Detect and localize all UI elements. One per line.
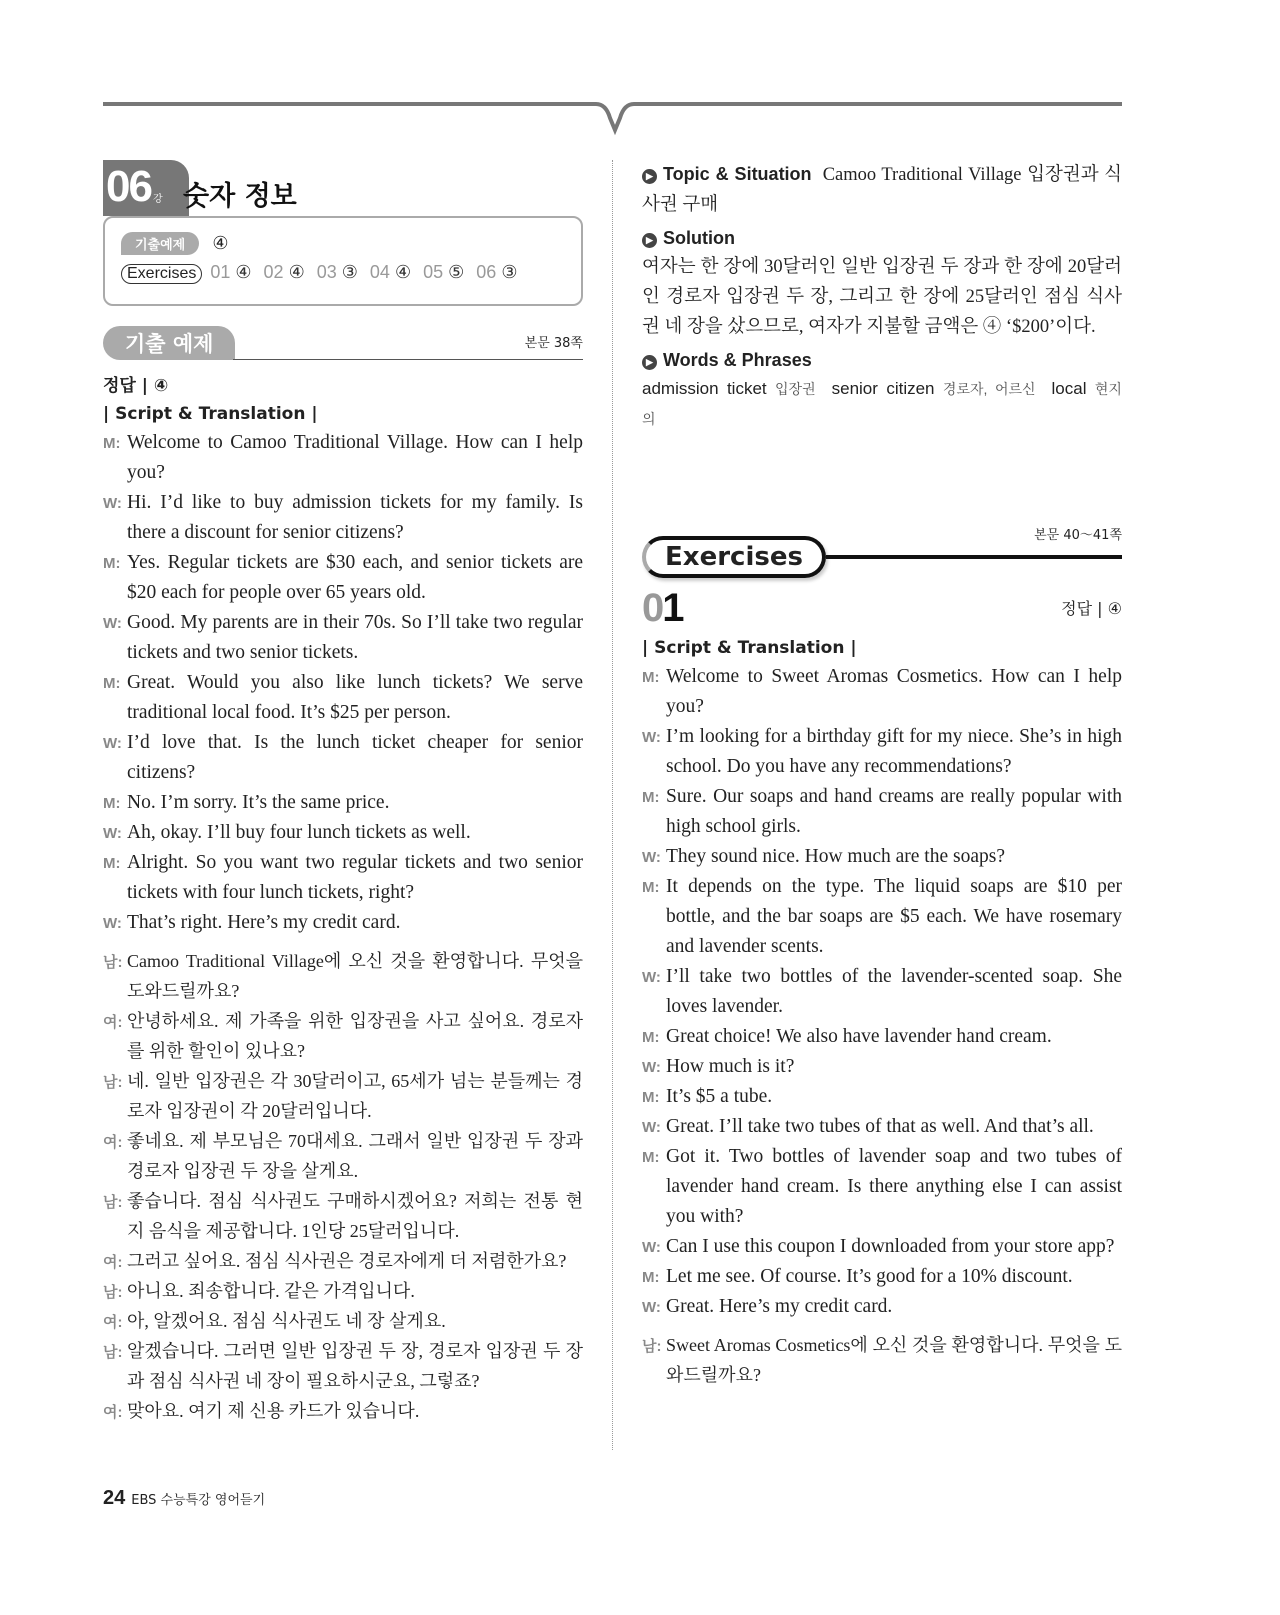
heading-rule <box>826 555 1122 559</box>
dialogue-line <box>642 962 1122 1022</box>
question-number: 01 정답 | ④ <box>642 586 1122 630</box>
line-text: 좋네요. 제 부모님은 70대세요. 그래서 일반 입장권 두 장과 경로자 입장권 두 장을 살게요. <box>127 1131 583 1181</box>
line-text: Great. Here’s my credit card. <box>666 1296 893 1317</box>
line-text: 아니요. 죄송합니다. 같은 가격입니다. <box>127 1281 415 1301</box>
line-text: That’s right. Here’s my credit card. <box>127 912 401 933</box>
lesson-number: 06 <box>106 162 151 211</box>
dialogue-line <box>103 946 583 1006</box>
line-text: I’d love that. Is the lunch ticket cheaper for senior citizens? <box>127 732 583 783</box>
speaker: W: <box>642 1299 661 1316</box>
page-footer <box>103 1487 265 1510</box>
past-answer: ④ <box>212 233 229 254</box>
speaker: 남: <box>642 1338 662 1355</box>
line-text: 네. 일반 입장권은 각 30달러이고, 65세가 넘는 분들께는 경로자 입장권이 각 20달러입니다. <box>127 1071 583 1121</box>
speaker: M: <box>103 855 121 872</box>
line-text: How much is it? <box>666 1056 795 1077</box>
solution-label: ▶ Solution <box>642 224 1122 252</box>
script-label: | Script & Translation | <box>642 638 857 658</box>
line-text: Alright. So you want two regular tickets and two senior tickets with four lunch tickets, right? <box>127 852 583 903</box>
word-entry: admission ticket 입장권 <box>642 379 816 398</box>
speaker: W: <box>103 915 122 932</box>
dialogue-line <box>642 662 1122 722</box>
line-text: 맞아요. 여기 제 신용 카드가 있습니다. <box>127 1401 420 1421</box>
line-text: 좋습니다. 점심 식사권도 구매하시겠어요? 저희는 전통 현지 음식을 제공합니다. 1인당 25달러입니다. <box>127 1191 583 1241</box>
word-entry: senior citizen 경로자, 어르신 <box>831 379 1036 398</box>
speaker: W: <box>642 1119 661 1136</box>
dialogue-line <box>103 1276 583 1306</box>
line-text: Sure. Our soaps and hand creams are really popular with high school girls. <box>666 786 1122 837</box>
line-text: I’m looking for a birthday gift for my niece. She’s in high school. Do you have any recommendations? <box>666 726 1122 777</box>
line-text: Good. My parents are in their 70s. So I’ll take two regular tickets and two senior tickets. <box>127 612 583 663</box>
line-text: Welcome to Camoo Traditional Village. How can I help you? <box>127 432 583 483</box>
speaker: M: <box>103 675 121 692</box>
answer: 정답 | ④ <box>103 376 169 396</box>
speaker: M: <box>103 555 121 572</box>
korean-translation <box>642 1330 1122 1390</box>
line-text: Yes. Regular tickets are $30 each, and senior tickets are $20 each for people over 65 years old. <box>127 552 583 603</box>
page-number: 24 <box>103 1487 126 1509</box>
dialogue-line <box>103 1246 583 1276</box>
line-text: Great. Would you also like lunch tickets? We serve traditional local food. It’s $25 per person. <box>127 672 583 723</box>
page-ref: 본문 40～41쪽 <box>1034 528 1122 543</box>
line-text: Got it. Two bottles of lavender soap and two tubes of lavender hand cream. Is there anything else I can assist you with? <box>666 1146 1122 1227</box>
dialogue-line <box>642 782 1122 842</box>
dialogue-line <box>642 842 1122 872</box>
speaker: 여: <box>103 1014 123 1031</box>
speaker: W: <box>642 1239 661 1256</box>
dialogue-line <box>642 1262 1122 1292</box>
lesson-title: 숫자 정보 <box>183 181 297 212</box>
dialogue-line <box>642 722 1122 782</box>
dialogue-line <box>103 668 583 728</box>
solution-text: 여자는 한 장에 30달러인 일반 입장권 두 장과 한 장에 20달러인 경로자 입장권 두 장, 그리고 한 장에 25달러인 점심 식사권 네 장을 샀으므로, 여자가 지불할 금액은 ④ ‘$200’이다. <box>642 257 1122 337</box>
line-text: It depends on the type. The liquid soaps are $10 per bottle, and the bar soaps are $5 each. We have rosemary and lavender scents. <box>666 876 1122 957</box>
speaker: 남: <box>103 954 123 971</box>
dialogue-line <box>103 908 583 938</box>
exercise-answers <box>210 262 529 282</box>
line-text: They sound nice. How much are the soaps? <box>666 846 1005 867</box>
speaker: M: <box>642 669 660 686</box>
exercises-label: Exercises <box>121 264 202 284</box>
dialogue-line <box>642 1082 1122 1112</box>
speaker: W: <box>642 1059 661 1076</box>
past-label: 기출예제 <box>121 232 199 255</box>
exercises-heading <box>642 524 1122 584</box>
dialogue-line <box>103 488 583 548</box>
speaker: M: <box>103 795 121 812</box>
exercise-answer: 04 ④ <box>369 262 412 282</box>
line-text: 아, 알겠어요. 점심 식사권도 네 장 살게요. <box>127 1311 446 1331</box>
dialogue-line <box>103 548 583 608</box>
speaker: 남: <box>103 1194 123 1211</box>
dialogue-line <box>103 848 583 908</box>
dialogue-line <box>103 818 583 848</box>
english-script <box>103 428 583 938</box>
speaker: W: <box>642 969 661 986</box>
exercise-answer: 05 ⑤ <box>423 262 465 282</box>
speaker: W: <box>642 729 661 746</box>
english-script <box>642 662 1122 1322</box>
line-text: It’s $5 a tube. <box>666 1086 773 1107</box>
speaker: 여: <box>103 1314 123 1331</box>
speaker: 남: <box>103 1284 123 1301</box>
dialogue-line <box>103 428 583 488</box>
topic-text: Camoo Traditional Village 입장권과 식사권 구매 <box>642 165 1123 215</box>
exercise-answer: 03 ③ <box>316 262 358 282</box>
dialogue-line <box>642 1112 1122 1142</box>
speaker: 여: <box>103 1134 123 1151</box>
play-bullet-icon: ▶ <box>642 169 657 184</box>
dialogue-line <box>103 608 583 668</box>
line-text: Ah, okay. I’ll buy four lunch tickets as well. <box>127 822 471 843</box>
speaker: W: <box>103 495 122 512</box>
word-entry: local 현지의 <box>642 379 1122 427</box>
line-text: Can I use this coupon I downloaded from your store app? <box>666 1236 1115 1257</box>
dialogue-line <box>103 1186 583 1246</box>
speaker: W: <box>103 825 122 842</box>
book-title: EBS 수능특강 영어듣기 <box>131 1493 266 1508</box>
right-column <box>642 160 1122 1390</box>
dialogue-line <box>103 1306 583 1336</box>
speaker: M: <box>642 789 660 806</box>
lesson-header <box>103 160 583 216</box>
dialogue-line <box>642 1292 1122 1322</box>
answer-summary <box>103 216 583 306</box>
script-label: | Script & Translation | <box>103 404 318 424</box>
speaker: 여: <box>103 1254 123 1271</box>
dialogue-line <box>103 1006 583 1066</box>
exercise-answer: 06 ③ <box>476 262 518 282</box>
line-text: Great choice! We also have lavender hand cream. <box>666 1026 1052 1047</box>
topic-label: ▶ Topic & Situation <box>642 164 812 184</box>
page-ref: 본문 38쪽 <box>524 336 583 351</box>
line-text: Hi. I’d like to buy admission tickets for my family. Is there a discount for senior citizens? <box>127 492 583 543</box>
play-bullet-icon: ▶ <box>642 355 657 370</box>
dialogue-line <box>103 1126 583 1186</box>
dialogue-line <box>642 872 1122 962</box>
line-text: I’ll take two bottles of the lavender-scented soap. She loves lavender. <box>666 966 1122 1017</box>
dialogue-line <box>642 1142 1122 1232</box>
left-column <box>103 160 583 1426</box>
speaker: M: <box>642 1089 660 1106</box>
line-text: Welcome to Sweet Aromas Cosmetics. How can I help you? <box>666 666 1122 717</box>
exercise-answer: 02 ④ <box>263 262 305 282</box>
speaker: W: <box>103 735 122 752</box>
exercise-answer: 01 ④ <box>210 262 252 282</box>
dialogue-line <box>103 1396 583 1426</box>
line-text: Great. I’ll take two tubes of that as well. And that’s all. <box>666 1116 1094 1137</box>
exercises-title: Exercises <box>642 536 826 578</box>
dialogue-line <box>642 1330 1122 1390</box>
words-list <box>642 374 1122 434</box>
speaker: M: <box>642 879 660 896</box>
speaker: 남: <box>103 1074 123 1091</box>
past-heading <box>103 326 583 362</box>
dialogue-line <box>642 1232 1122 1262</box>
dialogue-line <box>103 1066 583 1126</box>
line-text: No. I’m sorry. It’s the same price. <box>127 792 390 813</box>
line-text: 그러고 싶어요. 점심 식사권은 경로자에게 더 저렴한가요? <box>127 1251 567 1271</box>
heading-rule <box>233 359 583 360</box>
words-label: ▶ Words & Phrases <box>642 346 1122 374</box>
answer: 정답 | ④ <box>1061 599 1122 618</box>
speaker: W: <box>103 615 122 632</box>
dialogue-line <box>103 788 583 818</box>
speaker: W: <box>642 849 661 866</box>
line-text: 안녕하세요. 제 가족을 위한 입장권을 사고 싶어요. 경로자를 위한 할인이 있나요? <box>127 1011 583 1061</box>
speaker: 여: <box>103 1404 123 1421</box>
top-rule <box>0 0 1280 140</box>
speaker: 남: <box>103 1344 123 1361</box>
play-bullet-icon: ▶ <box>642 233 657 248</box>
speaker: M: <box>642 1029 660 1046</box>
column-divider <box>612 160 613 1450</box>
dialogue-line <box>642 1052 1122 1082</box>
speaker: M: <box>103 435 121 452</box>
line-text: Camoo Traditional Village에 오신 것을 환영합니다. 무엇을 도와드릴까요? <box>127 951 583 1001</box>
dialogue-line <box>642 1022 1122 1052</box>
korean-translation <box>103 946 583 1426</box>
dialogue-line <box>103 728 583 788</box>
line-text: Let me see. Of course. It’s good for a 10% discount. <box>666 1266 1073 1287</box>
line-text: 알겠습니다. 그러면 일반 입장권 두 장, 경로자 입장권 두 장과 점심 식사권 네 장이 필요하시군요, 그렇죠? <box>127 1341 583 1391</box>
past-title: 기출 예제 <box>103 326 235 360</box>
dialogue-line <box>103 1336 583 1396</box>
lesson-unit: 강 <box>153 194 163 205</box>
line-text: Sweet Aromas Cosmetics에 오신 것을 환영합니다. 무엇을 도와드릴까요? <box>666 1335 1122 1385</box>
speaker: M: <box>642 1149 660 1166</box>
speaker: M: <box>642 1269 660 1286</box>
